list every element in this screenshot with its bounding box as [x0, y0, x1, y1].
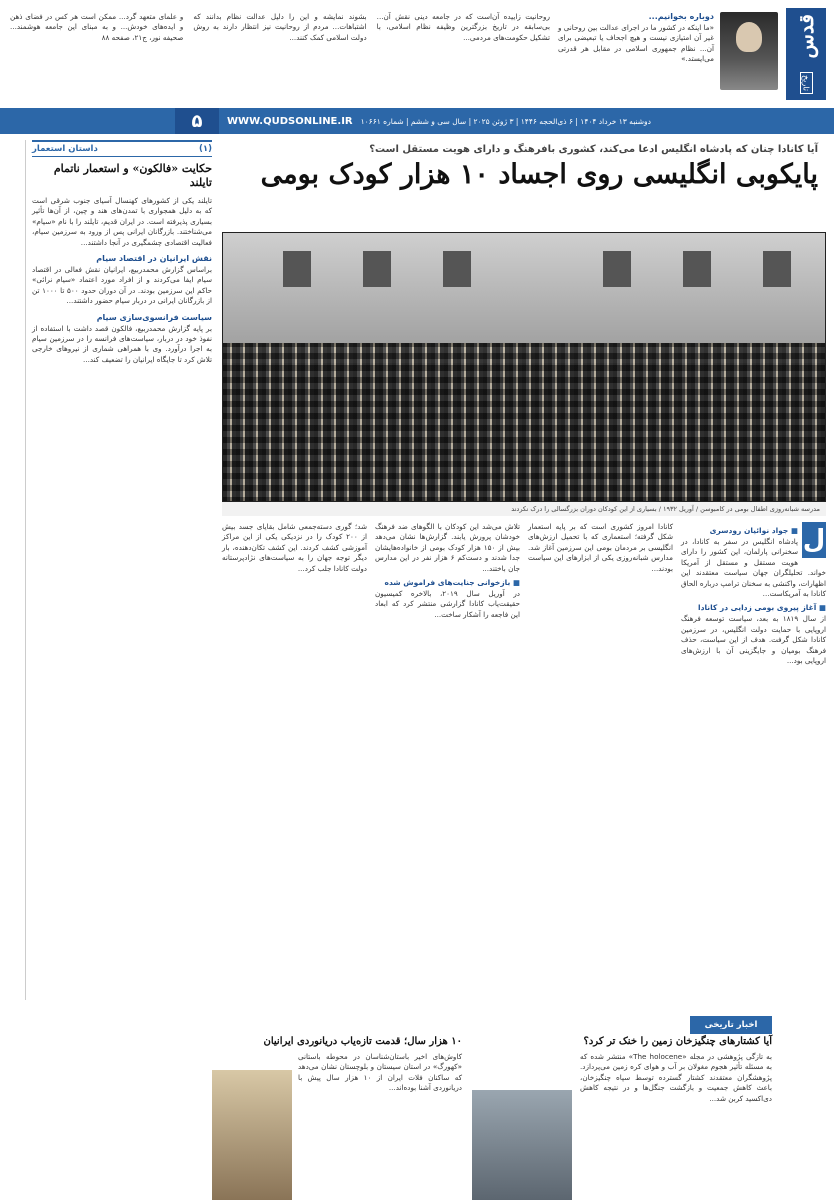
photo-window: [283, 251, 311, 287]
series-name: داستان استعمار: [32, 144, 98, 154]
page-number: ۵: [175, 108, 219, 134]
author-name: ■ جواد نوائیان رودسری: [681, 526, 826, 535]
news-title-genghis: آیا کشتارهای چنگیزخان زمین را خنک تر کرد؟: [583, 1036, 772, 1047]
portrait-photo: [720, 12, 778, 90]
photo-window: [603, 251, 631, 287]
article-headline: پایکوبی انگلیسی روی اجساد ۱۰ هزار کودک بومی: [260, 159, 818, 190]
article-column-1: [681, 522, 826, 1000]
top-strip: [0, 0, 834, 106]
photo-window: [443, 251, 471, 287]
issue-date: دوشنبه ۱۳ خرداد ۱۴۰۴ | ۶ ذی‌الحجه ۱۴۴۶ | ۳ ژوئن ۲۰۲۵ | سال سی و ششم | شماره ۱۰۶۶۱: [360, 116, 651, 126]
section-tag: اخبار تاریخی: [690, 1016, 772, 1034]
column-4-text: شد؛ گوری دسته‌جمعی شامل بقایای جسد بیش از ۲۰۰ کودک را در نزدیکی یکی از این مراکز آموزشی کشف کردند. این کشف تکان‌دهنده، بار دیگر توجه جهان را به سیاست‌های نژادپرستانه دولت کانادا جلب کرد...: [222, 522, 367, 573]
sidebar-body-2: بر پایه گزارش محمدربیع، فالکون قصد داشت با استفاده از نفوذ خود در دربار، سیاست‌های فرانسه را در سرزمین سیام به اجرا درآورد. وی با همراهی شماری از نیروهای خارجی تلاش کرد تا جایگاه ایرانیان را تضعیف کند...: [32, 323, 212, 364]
article-column-2: [528, 522, 673, 1000]
sidebar-body-1: براساس گزارش محمدربیع، ایرانیان نقش فعالی در اقتصاد سیام ایفا می‌کردند و از افراد مورد اعتماد «سیام نرائی» حاکم این سرزمین بودند. در آن دوران حدود ۵۰۰ تا ۱۰۰۰ تن از بازرگانان ایرانی در دربار سیام حضور داشتند...: [32, 265, 212, 306]
sidebar-subhead-1: نقش ایرانیان در اقتصاد سیام: [96, 254, 212, 264]
column-3-subhead: ■ بازخوانی جنایت‌های فراموش شده: [375, 578, 520, 587]
drop-cap: ل: [802, 522, 826, 558]
top-column-3: و علمای متعهد گرد... ممکن است هر کس در فضای ذهن و ایده‌های خودش... و به مبنای این جامعه هوشمند... صحیفه نور، ج۲۱، صفحه ۸۸: [10, 12, 184, 42]
historical-news-section: [212, 1016, 772, 1200]
article-columns: [222, 522, 826, 1000]
news-item-genghis: [472, 1036, 772, 1200]
masthead-logo: قدس: [794, 14, 818, 59]
main-article: [222, 140, 826, 1000]
sidebar-subhead-2: سیاست فرانسوی‌سازی سیام: [96, 312, 212, 322]
news-title-seafaring: ۱۰ هزار سال؛ قدمت تازه‌یاب دریانوردی ایرانیان: [263, 1036, 462, 1047]
column-1-text: پادشاه انگلیس در سفر به کانادا، در سخنرانی پارلمان، این کشور را دارای هویت مستقل و مستقل از آمریکا خواند. تحلیلگران جهان سیاست معتقدند این اظهارات، واکنشی به سخنان ترامپ درباره الحاق کانادا به آمریکاست...: [681, 537, 826, 599]
photo-window: [763, 251, 791, 287]
site-url-link[interactable]: WWW.QUDSONLINE.IR: [227, 115, 353, 127]
section-label: تاریخ: [800, 72, 813, 94]
column-1-subhead: ■ آغاز پیروی بومی زدایی در کانادا: [681, 603, 826, 612]
quote-title: دوباره بخوانیم...: [648, 12, 714, 21]
news-item-seafaring: [212, 1036, 462, 1200]
photo-window: [683, 251, 711, 287]
series-part: (۱): [199, 144, 212, 154]
quote-box: [558, 12, 778, 98]
news-body-seafaring: کاوش‌های اخیر باستان‌شناسان در محوطه باستانی «کهورگ» در استان سیستان و بلوچستان نشان می‌دهد که ساکنان فلات ایران از ۱۰ هزار سال پیش با دریانوردی آشنا بوده‌اند...: [298, 1052, 462, 1093]
quote-text-block: [558, 12, 714, 65]
sidebar-intro: تایلند یکی از کشورهای کهنسال آسیای جنوب شرقی است که به دلیل همجواری با تمدن‌های هند و چین، از آن‌ها تأثیر بسیاری پذیرفته است. در ایران قدیم، تایلند را با نام «سیام» می‌شناختند. بازرگانان ایرانی پس از ورود به سرزمین سیام، فعالیت اقتصادی چشمگیری در آنجا داشتند...: [32, 196, 212, 247]
column-1-text-b: از سال ۱۸۱۹ به بعد، سیاست توسعه فرهنگ اروپایی با حمایت دولت انگلیس، در سرزمین کانادا شکل گرفت. هدف از این سیاست، حذف فرهنگ بومیان و جایگزینی آن با ارزش‌های اروپایی بود...: [681, 614, 826, 666]
news-body-genghis: به تازگی پژوهشی در مجله «The holocene» منتشر شده که به مسئله تأثیر هجوم مغولان بر آب و هوای کره زمین می‌پردازد. پژوهشگران معتقدند کشتار گسترده توسط سپاه چنگیزخان، باعث کاهش جمعیت و بازگشت جنگل‌ها و در نتیجه کاهش دی‌اکسید کربن شد...: [580, 1052, 772, 1103]
article-kicker: آیا کانادا چنان که پادشاه انگلیس ادعا می‌کند، کشوری بافرهنگ و دارای هویت مستقل است؟: [369, 144, 818, 155]
column-3-text-b: در آوریل سال ۲۰۱۹، بالاخره کمیسیون حقیقت‌یاب کانادا گزارشی منتشر کرد که ابعاد این فاجعه را آشکار ساخت...: [375, 589, 521, 619]
quote-body: «ما اینکه در کشور ما در اجرای عدالت بین روحانی و غیر آن امتیازی نیست و هیچ اجحاف یا تبعیضی برای آن... نظام جمهوری اسلامی در مقابل هر قدرتی می‌ایستد.»: [558, 23, 714, 64]
photo-caption: مدرسه شبانه‌روزی اطفال بومی در کامبوسن / آوریل ۱۹۳۲ / بسیاری از این کودکان دوران بزرگسالی را درک نکردند: [222, 502, 826, 516]
column-2-text: کانادا امروز کشوری است که بر پایه استعمار شکل گرفته؛ استعماری که با تحمیل ارزش‌های انگلیسی بر مردمان بومی این سرزمین آغاز شد. مدارس شبانه‌روزی یکی از ابزارهای این سیاست بودند...: [528, 522, 673, 573]
photo-crowd-rows: [223, 343, 826, 502]
photo-window: [363, 251, 391, 287]
sidebar-title: حکایت «فالکون» و استعمار ناتمام تایلند: [53, 162, 212, 189]
page-header-bar: [0, 108, 834, 134]
series-header: [32, 140, 212, 157]
top-columns: [10, 12, 550, 96]
sidebar-article: [32, 140, 212, 1000]
margin-strip: [0, 140, 26, 1000]
top-column-2: بشوند نمایشه و این را دلیل عدالت نظام بدانند که اشتباهات... مردم از روحانیت نیز انتظار دارند به روش دولت اسلامی کمک کنند...: [193, 12, 367, 42]
rock-art-photo: [212, 1070, 292, 1200]
article-column-3: [375, 522, 520, 1000]
statue-photo: [472, 1090, 572, 1200]
historic-school-photo: [222, 232, 826, 502]
masthead[interactable]: [786, 8, 826, 100]
article-column-4: [222, 522, 367, 1000]
column-3-text: تلاش می‌شد این کودکان با الگوهای ضد فرهنگ خودشان پرورش یابند. گزارش‌ها نشان می‌دهد بیش از ۱۵۰ هزار کودک بومی از خانواده‌هایشان جدا شدند و دست‌کم ۶ هزار نفر در این مدارس جان باختند...: [375, 522, 521, 573]
top-column-1: روحانیت زاییده آن‌است که در جامعه دینی نقش آن... بی‌سابقه در تاریخ بزرگترین وظیفه نظام اسلامی، با تشکیل حکومت‌های مردمی...: [376, 12, 550, 42]
